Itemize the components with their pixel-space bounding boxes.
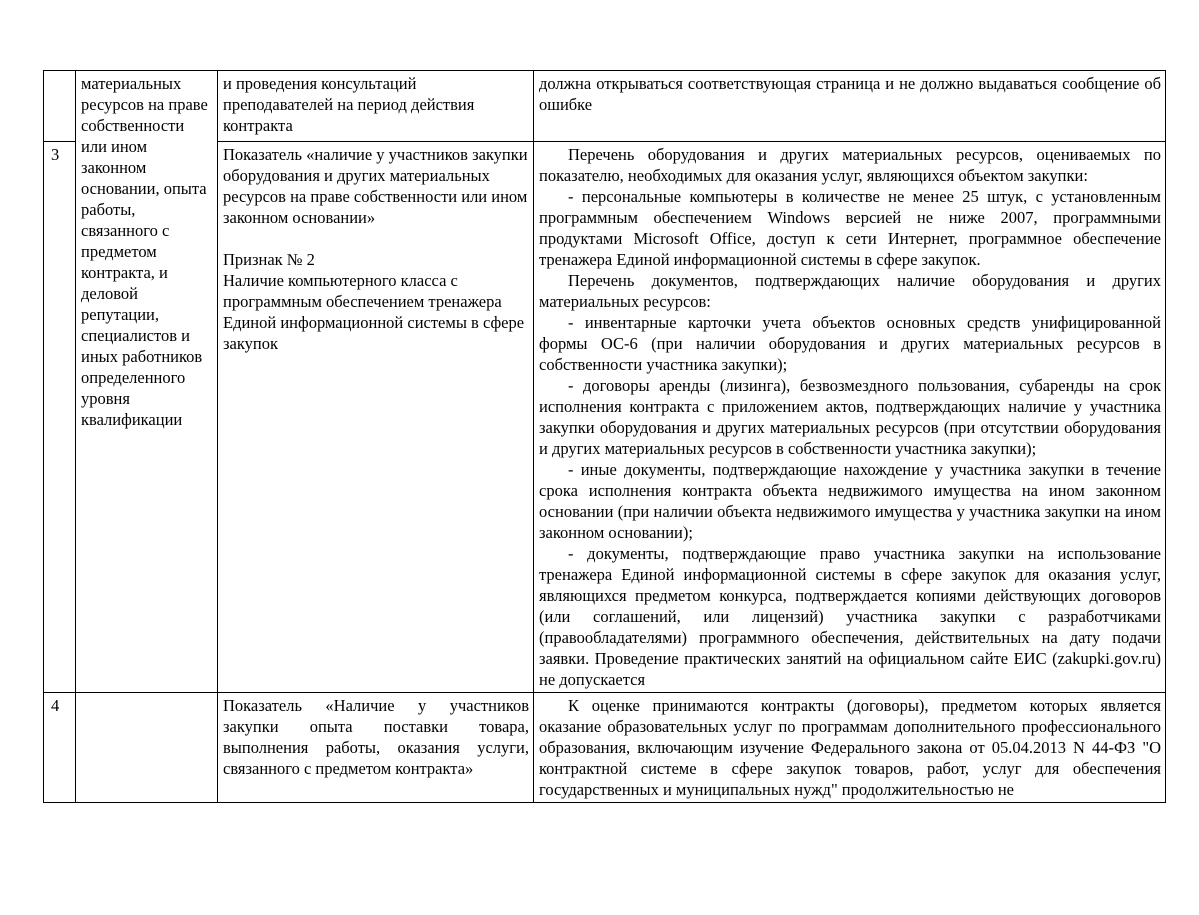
table-row-4 — [44, 693, 1166, 803]
table-row-continuation — [44, 71, 1166, 142]
paragraph: Признак № 2 — [223, 250, 315, 269]
paragraph — [223, 228, 529, 249]
details-cell — [534, 71, 1166, 142]
paragraph: и проведения консультаций преподавателей на период действия контракта — [223, 74, 475, 135]
paragraph: должна открываться соответствующая страница и не должно выдаваться сообщение об ошибке — [539, 74, 1161, 114]
evaluation-criteria-table — [43, 70, 1166, 803]
indicator-cell — [218, 71, 534, 142]
criterion-text: материальных ресурсов на праве собственности или ином законном основании, опыта работы, связанного с предметом контракта, и деловой репутации, специалистов и иных работников определенного уровня квалификации — [81, 74, 208, 429]
criterion-cell — [76, 693, 218, 803]
paragraph: - документы, подтверждающие право участника закупки на использование тренажера Единой информационной системы в сфере закупок для оказания услуг, являющихся предметом конкурса, подтверждается копиями действующих договоров (или соглашений, или лицензий) участника закупки с разработчиками (правообладателями) программного обеспечения, действительных на дату подачи заявки. Проведение практических занятий на официальном сайте ЕИС (zakupki.gov.ru) не допускается — [539, 544, 1161, 689]
details-cell — [534, 693, 1166, 803]
paragraph: Показатель «наличие у участников закупки оборудования и других материальных ресурсов на праве собственности или ином законном основании» — [223, 145, 528, 227]
paragraph: Перечень оборудования и других материальных ресурсов, оцениваемых по показателю, необходимых для оказания услуг, являющихся объектом закупки: — [539, 145, 1161, 185]
paragraph: К оценке принимаются контракты (договоры), предметом которых является оказание образовательных услуг по программам дополнительного профессионального образования, включающим изучение Федерального закона от 05.04.2013 N 44-ФЗ "О контрактной системе в сфере закупок товаров, работ, услуг для обеспечения государственных и муниципальных нужд" продолжительностью не — [539, 696, 1161, 799]
row-number-cell: 4 — [44, 693, 76, 803]
row-number-cell: 3 — [44, 142, 76, 693]
paragraph: - иные документы, подтверждающие нахождение у участника закупки в течение срока исполнения контракта объекта недвижимого имущества на ином законном основании (при наличии объекта недвижимого имущества у участника закупки на ином законном основании); — [539, 460, 1161, 542]
criterion-text — [81, 695, 213, 716]
details-cell — [534, 142, 1166, 693]
paragraph: Перечень документов, подтверждающих наличие оборудования и других материальных ресурсов: — [539, 271, 1161, 311]
paragraph: - персональные компьютеры в количестве не менее 25 штук, с установленным программным обеспечением Windows версией не ниже 2007, программными продуктами Microsoft Office, доступ к сети Интернет, программное обеспечение тренажера Единой информационной системы в сфере закупок. — [539, 187, 1161, 269]
indicator-cell — [218, 142, 534, 693]
paragraph: Показатель «Наличие у участников закупки опыта поставки товара, выполнения работы, оказания услуги, связанного с предметом контракта» — [223, 696, 529, 778]
criterion-cell — [76, 71, 218, 693]
row-number-cell — [44, 71, 76, 142]
paragraph: - инвентарные карточки учета объектов основных средств унифицированной формы ОС-6 (при наличии оборудования и других материальных ресурсов в собственности участника закупки); — [539, 313, 1161, 374]
indicator-cell — [218, 693, 534, 803]
paragraph: Наличие компьютерного класса с программным обеспечением тренажера Единой информационной системы в сфере закупок — [223, 271, 525, 353]
paragraph: - договоры аренды (лизинга), безвозмездного пользования, субаренды на срок исполнения контракта с приложением актов, подтверждающих наличие у участника закупки оборудования и других материальных ресурсов (при отсутствии оборудования и других материальных ресурсов в собственности участника закупки); — [539, 376, 1161, 458]
